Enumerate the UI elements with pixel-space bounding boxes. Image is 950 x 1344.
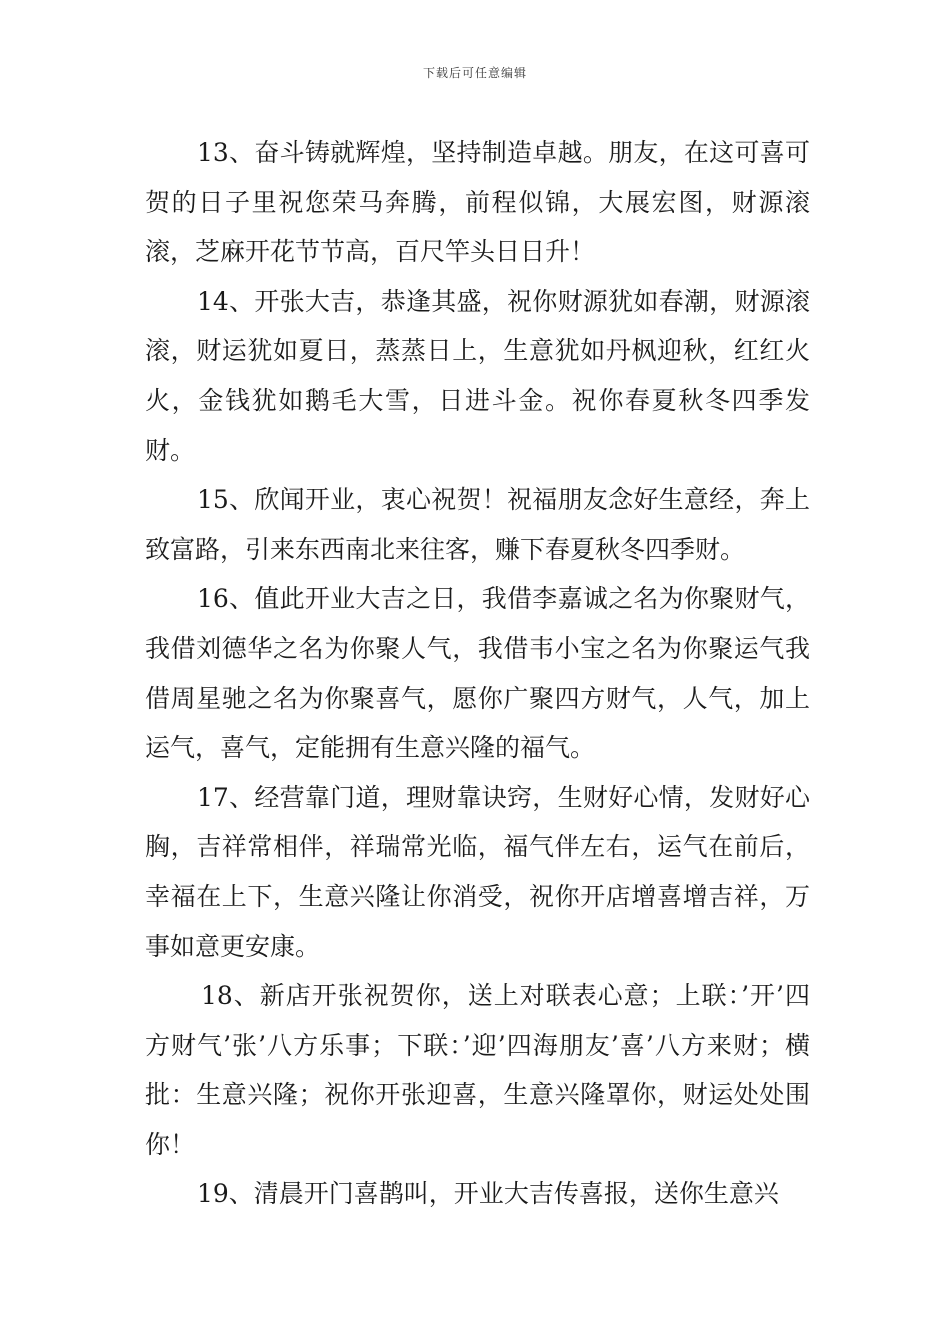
- paragraph-18: 18、新店开张祝贺你，送上对联表心意；上联：’开’四方财气’张’八方乐事；下联：’迎’四海朋友’喜’八方来财；横批：生意兴隆；祝你开张迎喜，生意兴隆罩你，财运处处围你！: [145, 981, 810, 1159]
- document-body: [145, 128, 810, 1219]
- page-header-note: 下载后可任意编辑: [422, 66, 527, 80]
- paragraph-14: 14、开张大吉，恭逢其盛，祝你财源犹如春潮，财源滚滚，财运犹如夏日，蒸蒸日上，生意犹如丹枫迎秋，红红火火，金钱犹如鹅毛大雪，日进斗金。祝你春夏秋冬四季发财。: [145, 286, 810, 465]
- paragraph-17: 17、经营靠门道，理财靠诀窍，生财好心情，发财好心胸，吉祥常相伴，祥瑞常光临，福气伴左右，运气在前后，幸福在上下，生意兴隆让你消受，祝你开店增喜增吉祥，万事如意更安康。: [145, 782, 810, 961]
- paragraph-13: 13、奋斗铸就辉煌，坚持制造卓越。朋友，在这可喜可贺的日子里祝您荣马奔腾，前程似锦，大展宏图，财源滚滚，芝麻开花节节高，百尺竿头日日升！: [145, 138, 810, 267]
- paragraph-15: 15、欣闻开业，衷心祝贺！祝福朋友念好生意经，奔上致富路，引来东西南北来往客，赚下春夏秋冬四季财。: [145, 485, 810, 564]
- paragraph-19: 19、清晨开门喜鹊叫，开业大吉传喜报，送你生意兴: [197, 1179, 779, 1209]
- paragraph-16: 16、值此开业大吉之日，我借李嘉诚之名为你聚财气，我借刘德华之名为你聚人气，我借韦小宝之名为你聚运气我借周星驰之名为你聚喜气，愿你广聚四方财气，人气，加上运气，喜气，定能拥有生意兴隆的福气。: [145, 584, 810, 763]
